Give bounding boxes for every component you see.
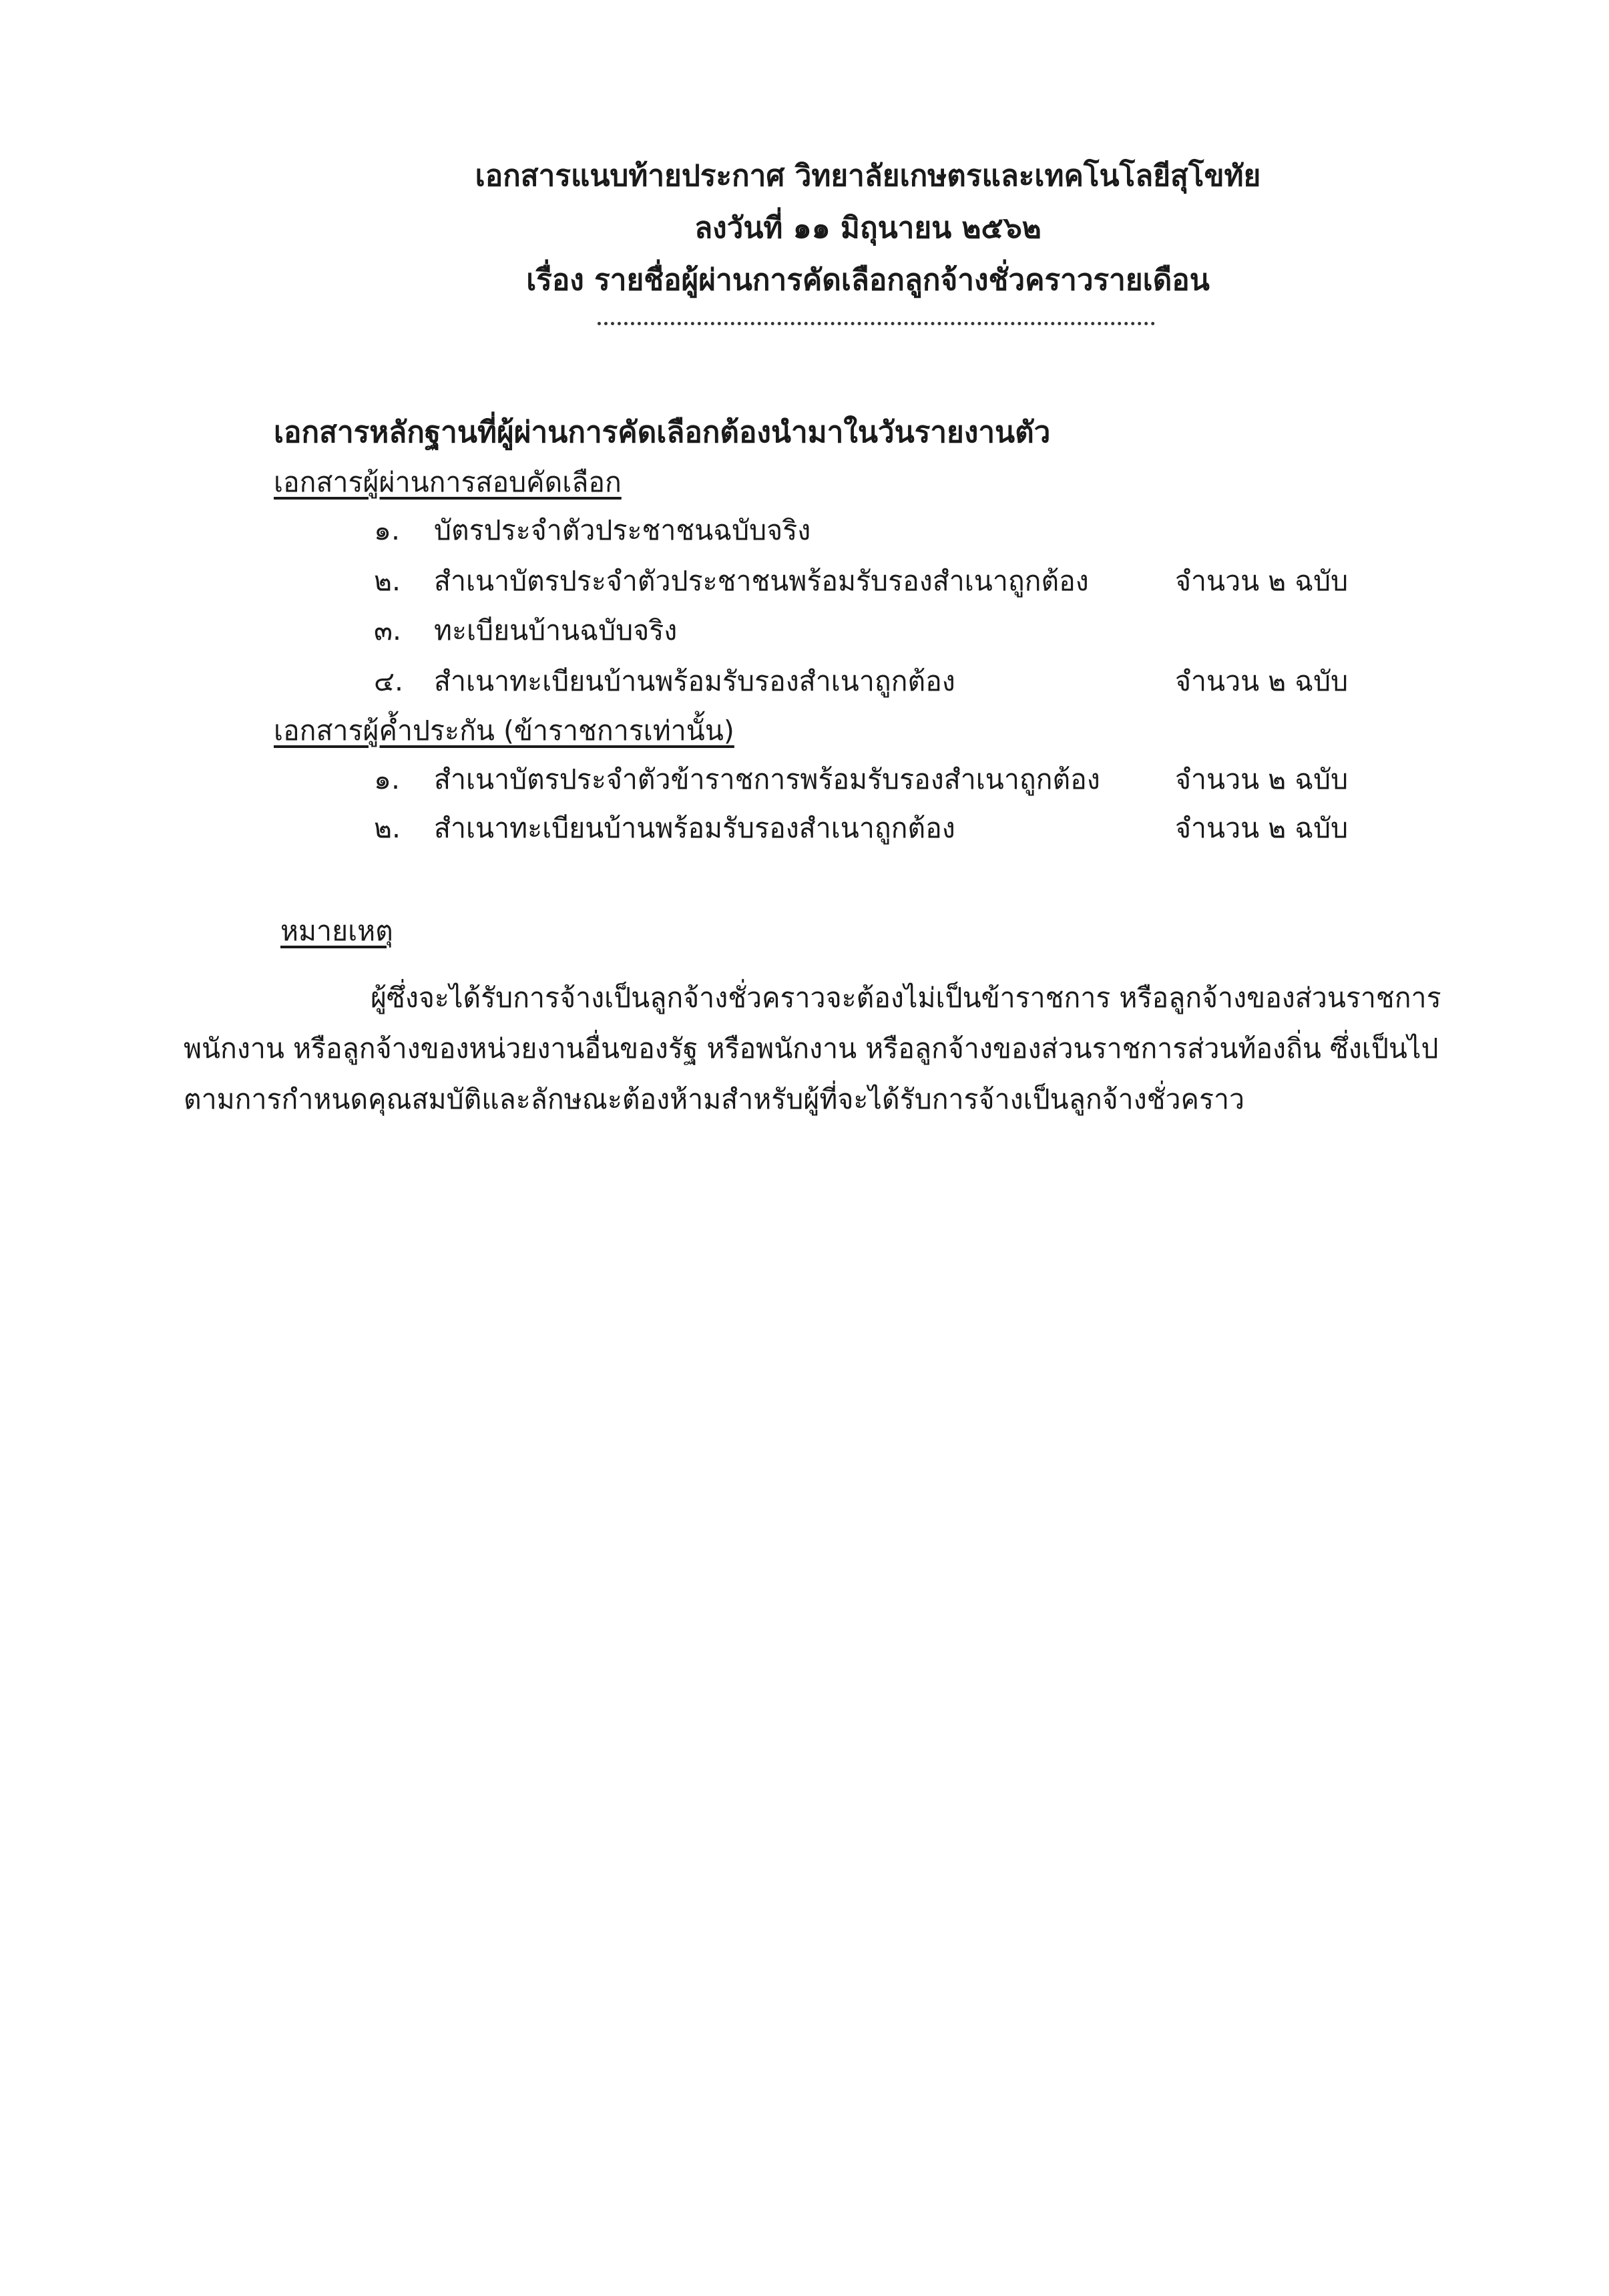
header-subject: เรื่อง รายชื่อผู้ผ่านการคัดเลือกลูกจ้างชั่วคราวรายเดือน [526, 263, 1210, 297]
section-title: เอกสารหลักฐานที่ผู้ผ่านการคัดเลือกต้องนำมาในวันรายงานตัว [274, 415, 1051, 449]
item-quantity: จำนวน ๒ ฉบับ [1175, 763, 1349, 795]
header-title: เอกสารแนบท้ายประกาศ วิทยาลัยเกษตรและเทคโนโลยีสุโขทัย [475, 159, 1261, 193]
item-number: ๔. [374, 665, 404, 697]
candidate-docs-heading: เอกสารผู้ผ่านการสอบคัดเลือก [274, 466, 622, 498]
list-item [374, 609, 1389, 652]
list-item [374, 758, 1389, 801]
item-text: สำเนาบัตรประจำตัวประชาชนพร้อมรับรองสำเนาถูกต้อง [434, 565, 1089, 597]
item-number: ๓. [374, 614, 402, 646]
remark-line-3: ตามการกำหนดคุณสมบัติและลักษณะต้องห้ามสำหรับผู้ที่จะได้รับการจ้างเป็นลูกจ้างชั่วคราว [184, 1083, 1245, 1115]
list-item [374, 560, 1389, 603]
remark-heading: หมายเหตุ [280, 915, 393, 947]
item-text: สำเนาทะเบียนบ้านพร้อมรับรองสำเนาถูกต้อง [434, 812, 955, 844]
item-number: ๑. [374, 763, 401, 795]
item-text: สำเนาบัตรประจำตัวข้าราชการพร้อมรับรองสำเนาถูกต้อง [434, 763, 1100, 795]
item-quantity: จำนวน ๒ ฉบับ [1175, 812, 1349, 844]
list-item [374, 807, 1389, 850]
remark-line-1: ผู้ซึ่งจะได้รับการจ้างเป็นลูกจ้างชั่วคราวจะต้องไม่เป็นข้าราชการ หรือลูกจ้างของส่วนราชการ [371, 982, 1441, 1014]
item-quantity: จำนวน ๒ ฉบับ [1175, 665, 1349, 697]
item-quantity: จำนวน ๒ ฉบับ [1175, 565, 1349, 597]
item-number: ๑. [374, 514, 401, 546]
list-item [374, 509, 1389, 552]
list-item [374, 660, 1389, 703]
item-text: สำเนาทะเบียนบ้านพร้อมรับรองสำเนาถูกต้อง [434, 665, 955, 697]
item-text: บัตรประจำตัวประชาชนฉบับจริง [434, 514, 811, 546]
remark-line-2: พนักงาน หรือลูกจ้างของหน่วยงานอื่นของรัฐ หรือพนักงาน หรือลูกจ้างของส่วนราชการส่วนท้องถิ่น ซึ่งเป็นไป [184, 1032, 1439, 1065]
guarantor-docs-heading: เอกสารผู้ค้ำประกัน (ข้าราชการเท่านั้น) [274, 715, 734, 747]
dotted-separator [598, 322, 1155, 325]
item-text: ทะเบียนบ้านฉบับจริง [434, 614, 678, 646]
document-header [401, 150, 1335, 307]
header-date: ลงวันที่ ๑๑ มิถุนายน ๒๕๖๒ [694, 211, 1042, 245]
item-number: ๒. [374, 812, 401, 844]
item-number: ๒. [374, 565, 401, 597]
